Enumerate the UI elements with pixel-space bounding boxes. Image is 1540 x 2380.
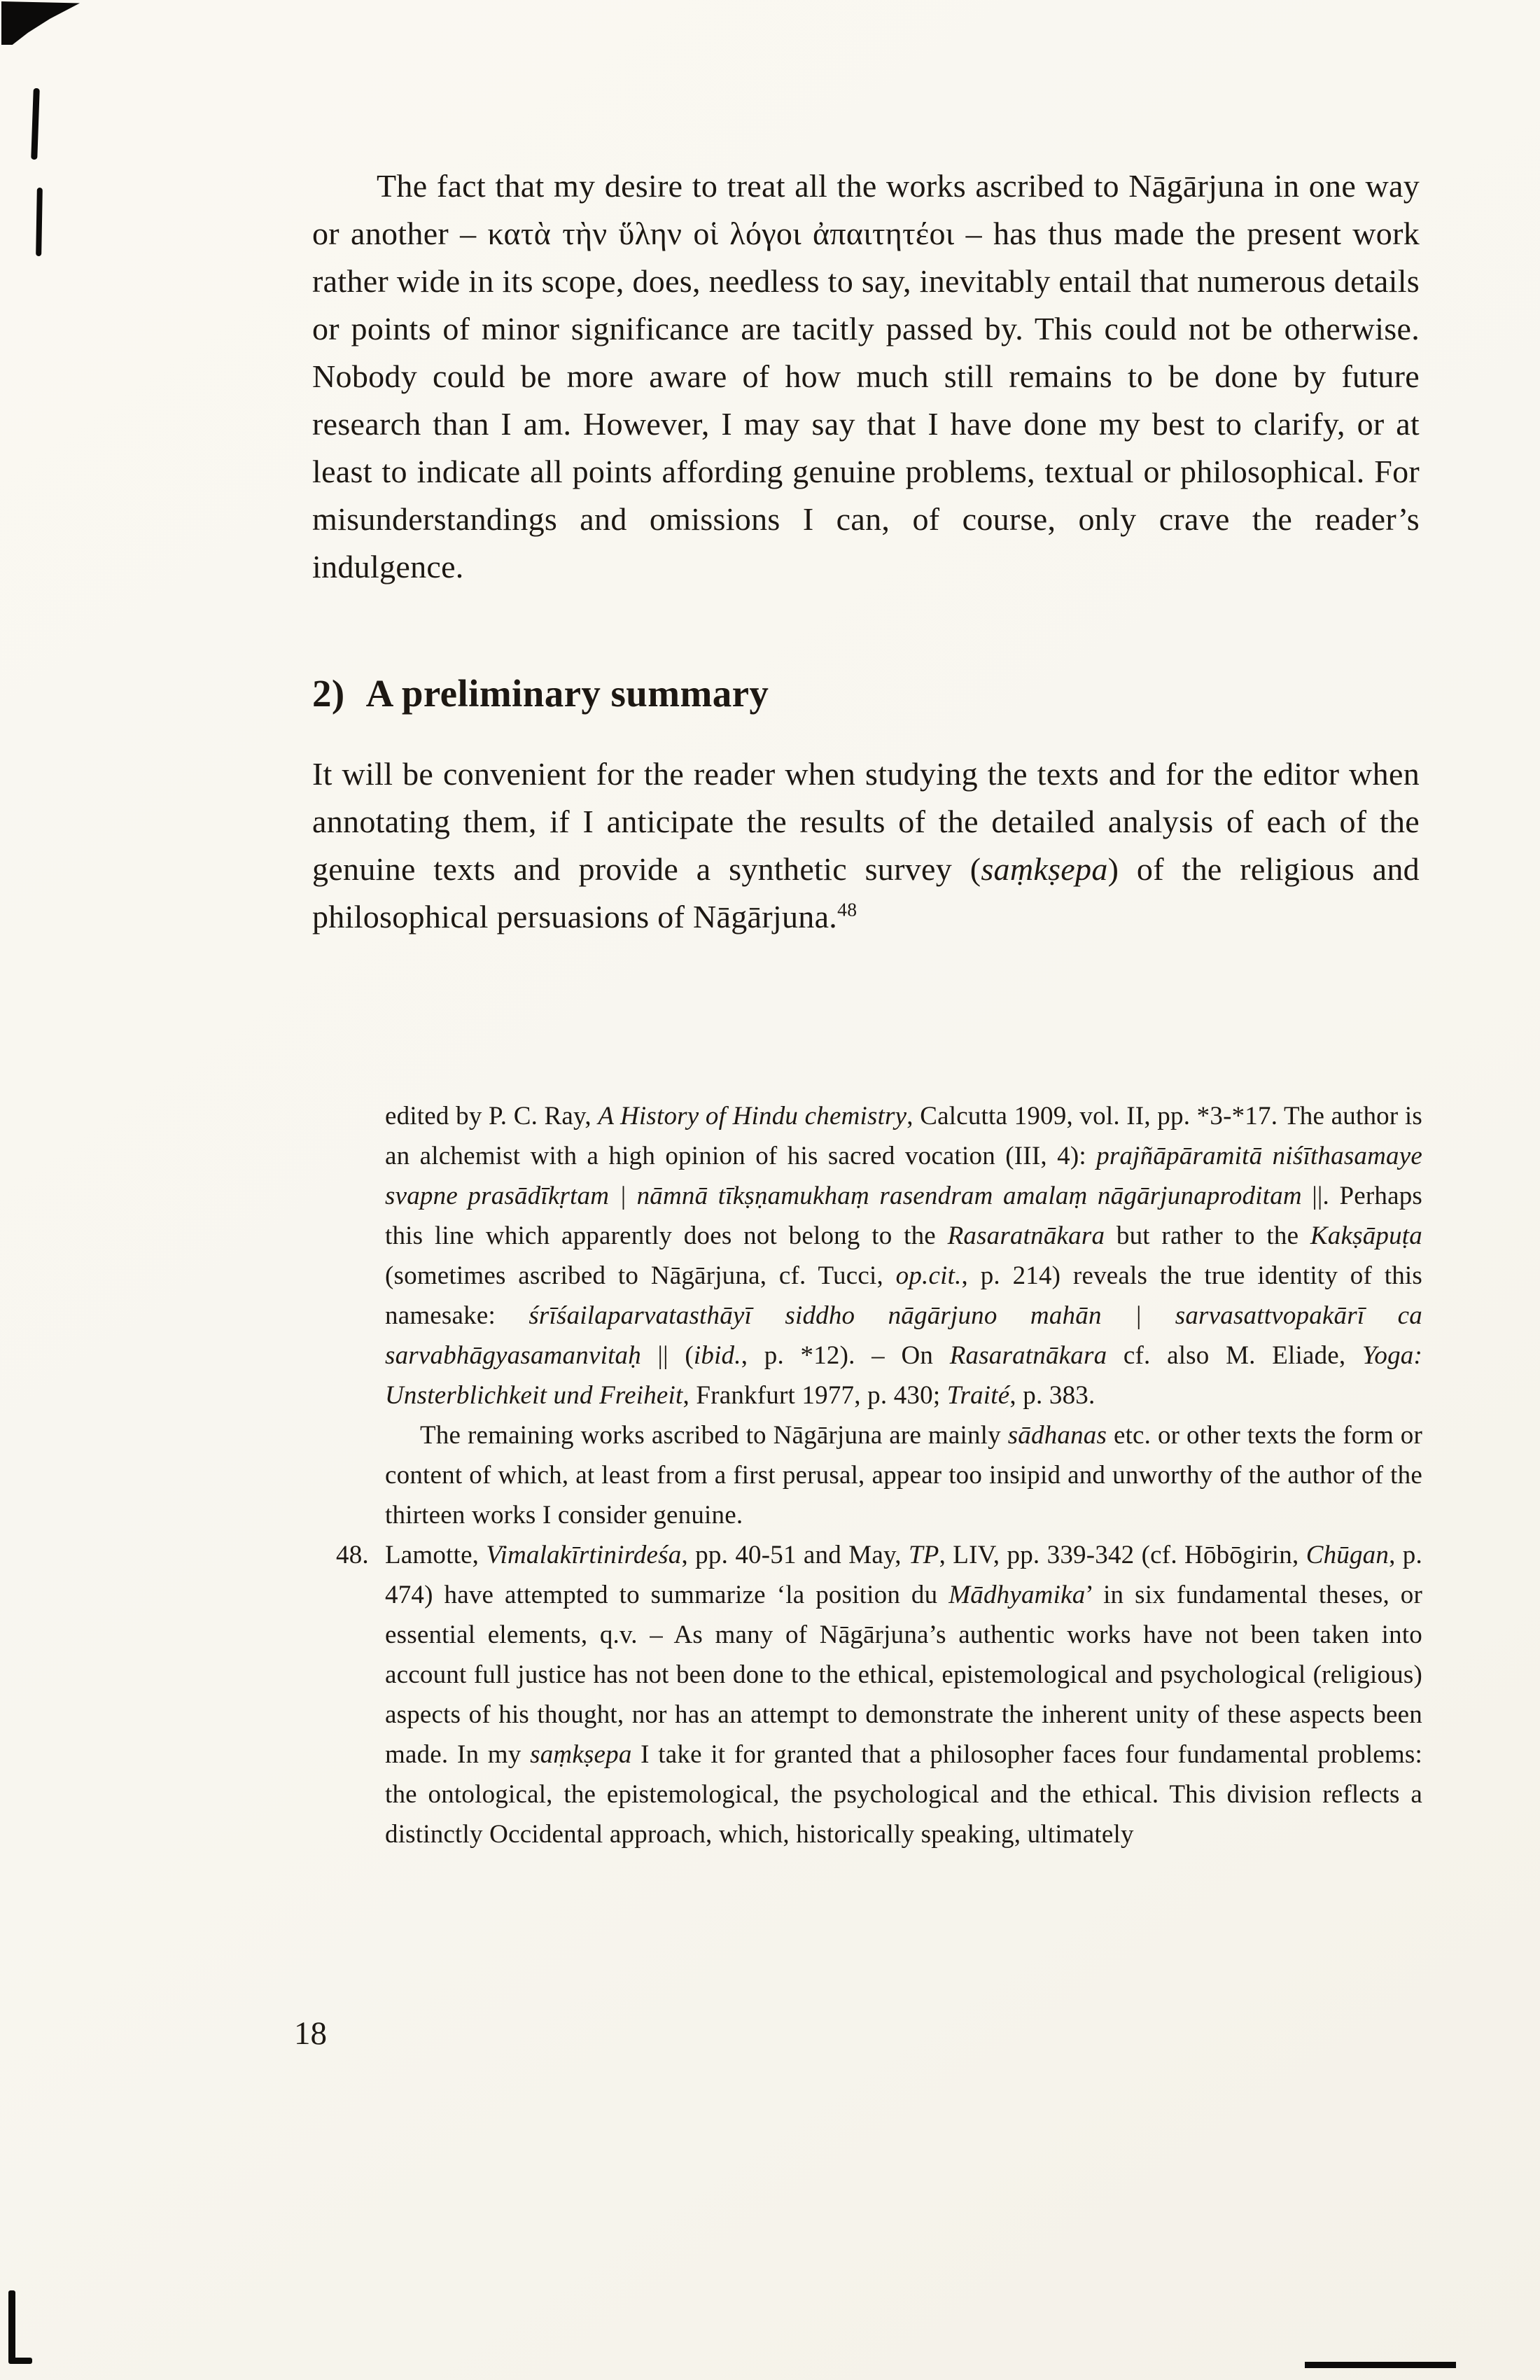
- section-heading: [312, 672, 1420, 715]
- scan-artifact-bottom-left-foot: [8, 2358, 32, 2364]
- section-number: 2): [312, 672, 345, 715]
- footnote-48-text: Lamotte, Vimalakīrtinirdeśa, pp. 40-51 and May, TP, LIV, pp. 339-342 (cf. Hōbōgirin, Chūgan, p. 474) have attempted to summarize ‘la position du Mādhyamika’ in six fundamental theses, or essential elements, q.v. – As many of Nāgārjuna’s authentic works have not been taken into account full justice has not been done to the ethical, epistemological and psychological (religious) aspects of his thought, nor has an attempt to demonstrate the inherent unity of these aspects been made. In my saṃkṣepa I take it for granted that a philosopher faces four fundamental problems: the ontological, the epistemological, the psychological and the ethical. This division reflects a distinctly Occidental approach, which, historically speaking, ultimately: [385, 1541, 1422, 1849]
- scan-artifact-bottom-left: [8, 2290, 15, 2363]
- scan-artifact-top-left-corner: [1, 1, 80, 45]
- body-paragraph-intro: The fact that my desire to treat all the works ascribed to Nāgārjuna in one way or another – κατὰ τὴν ὕλην οἱ λόγοι ἀπαιτητέοι – has thus made the present work rather wide in its scope, does, needless to say, inevitably entail that numerous details or points of minor significance are tacitly passed by. This could not be otherwise. Nobody could be more aware of how much still remains to be done by future research than I am. However, I may say that I have done my best to clarify, or at least to indicate all points affording genuine problems, textual or philosophical. For misunderstandings and omissions I can, of course, only crave the reader’s indulgence.: [312, 168, 1420, 584]
- footnote-47-remaining-works: The remaining works ascribed to Nāgārjuna are mainly sādhanas etc. or other texts the form or content of which, at least from a first perusal, appear too insipid and unworthy of the author of the thirteen works I consider genuine.: [385, 1421, 1422, 1530]
- section-title: A preliminary summary: [365, 672, 769, 715]
- main-text-column: [312, 162, 1420, 941]
- scan-artifact-bottom-right-bar: [1305, 2362, 1456, 2368]
- scan-artifact-left-dash-2: [36, 188, 43, 256]
- page-number: 18: [294, 2015, 327, 2052]
- scan-artifact-left-dash-1: [31, 88, 40, 160]
- body-paragraph-summary: It will be convenient for the reader when studying the texts and for the editor when annotating them, if I anticipate the results of the detailed analysis of each of the genuine texts and provide a synthetic survey (saṃkṣepa) of the religious and philosophical persuasions of Nāgārjuna.$^{48}$: [312, 756, 1420, 934]
- footnote-48-number: 48.: [336, 1541, 369, 1569]
- footnote-47-continuation: edited by P. C. Ray, A History of Hindu chemistry, Calcutta 1909, vol. II, pp. *3-*17. The author is an alchemist with a high opinion of his sacred vocation (III, 4): prajñāpāramitā niśīthasamaye svapne prasādīkṛtam | nāmnā tīkṣṇamukhaṃ rasendram amalaṃ nāgārjunaproditam ||. Perhaps this line which apparently does not belong to the Rasaratnākara but rather to the Kakṣāpuṭa (sometimes ascribed to Nāgārjuna, cf. Tucci, op.cit., p. 214) reveals the true identity of this namesake: śrīśailaparvatasthāyī siddho nāgārjuno mahān | sarvasattvopakārī ca sarvabhāgyasamanvitaḥ || (ibid., p. *12). – On Rasaratnākara cf. also M. Eliade, Yoga: Unsterblichkeit und Freiheit, Frankfurt 1977, p. 430; Traité, p. 383.: [385, 1102, 1423, 1410]
- footnote-48: [336, 1535, 1422, 1854]
- footnotes-block: [336, 1096, 1423, 1854]
